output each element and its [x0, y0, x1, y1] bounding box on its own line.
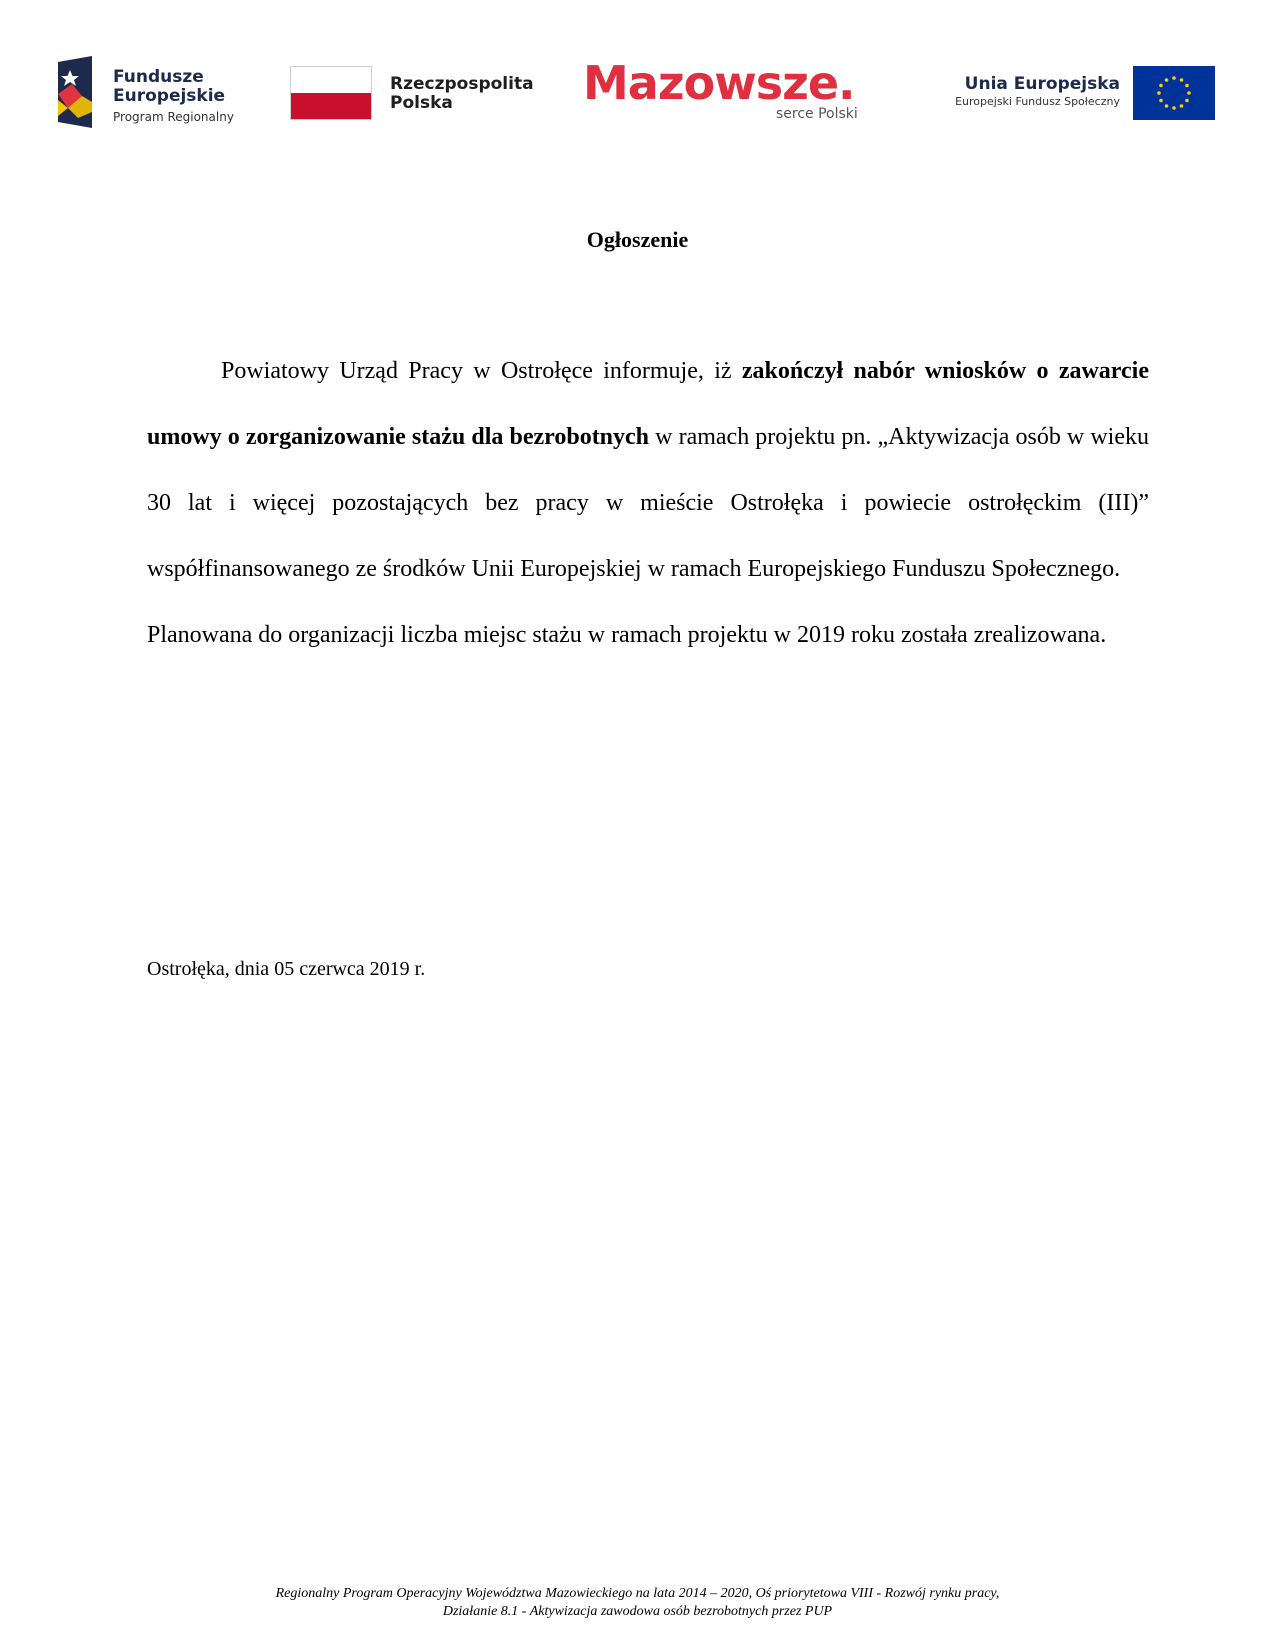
fundusze-line1: Fundusze — [113, 67, 204, 87]
document-body — [147, 338, 1149, 668]
page-footer — [0, 1585, 1275, 1621]
fundusze-line2: Europejskie — [113, 86, 226, 106]
unia-line1: Unia Europejska — [964, 74, 1120, 94]
footer-line1: Regionalny Program Operacyjny Województwa Mazowieckiego na lata 2014 – 2020, Oś priorytetowa VIII - Rozwój rynku pracy, — [275, 1586, 1000, 1601]
rzeczpospolita-polska-logo — [290, 66, 540, 126]
unia-europejska-logo — [925, 66, 1215, 126]
document-title: Ogłoszenie — [586, 227, 689, 252]
mazowsze-subtitle: serce Polski — [776, 106, 858, 122]
fundusze-europejskie-text — [113, 68, 234, 126]
mazowsze-logo — [583, 56, 883, 128]
place-and-date: Ostrołęka, dnia 05 czerwca 2019 r. — [147, 958, 426, 980]
rzeczpospolita-line2: Polska — [390, 93, 453, 113]
announcement-paragraph — [147, 338, 1149, 602]
paragraph1-bold-statement: zakończył nabór wniosków o zawarcie umowy o zorganizowanie stażu dla bezrobotnych — [147, 358, 1149, 450]
logo-strip — [0, 50, 1275, 140]
unia-europejska-text — [955, 74, 1120, 110]
polish-flag-icon — [290, 66, 372, 120]
footer-line2: Działanie 8.1 - Aktywizacja zawodowa osób bezrobotnych przez PUP — [442, 1604, 833, 1619]
completion-paragraph: Planowana do organizacji liczba miejsc stażu w ramach projektu w 2019 roku została zrealizowana. — [147, 622, 1107, 648]
fundusze-line3: Program Regionalny — [113, 110, 234, 124]
rzeczpospolita-text — [390, 75, 534, 113]
fundusze-europejskie-logo — [58, 56, 248, 131]
fundusze-europejskie-emblem-icon — [58, 56, 98, 128]
eu-flag-icon — [1133, 66, 1215, 120]
paragraph1-intro: Powiatowy Urząd Pracy w Ostrołęce informuje, iż — [221, 358, 742, 384]
mazowsze-wordmark: Mazowsze. — [583, 56, 855, 110]
paragraph1-project-details: w ramach projektu pn. „Aktywizacja osób w wieku 30 lat i więcej pozostających bez pracy w mieście Ostrołęka i powiecie ostrołęckim (III)” współfinansowanego ze środków Unii Europejskiej w ramach Europejskiego Funduszu Społecznego. — [147, 424, 1149, 582]
rzeczpospolita-line1: Rzeczpospolita — [390, 74, 534, 94]
unia-line2: Europejski Fundusz Społeczny — [955, 95, 1120, 108]
